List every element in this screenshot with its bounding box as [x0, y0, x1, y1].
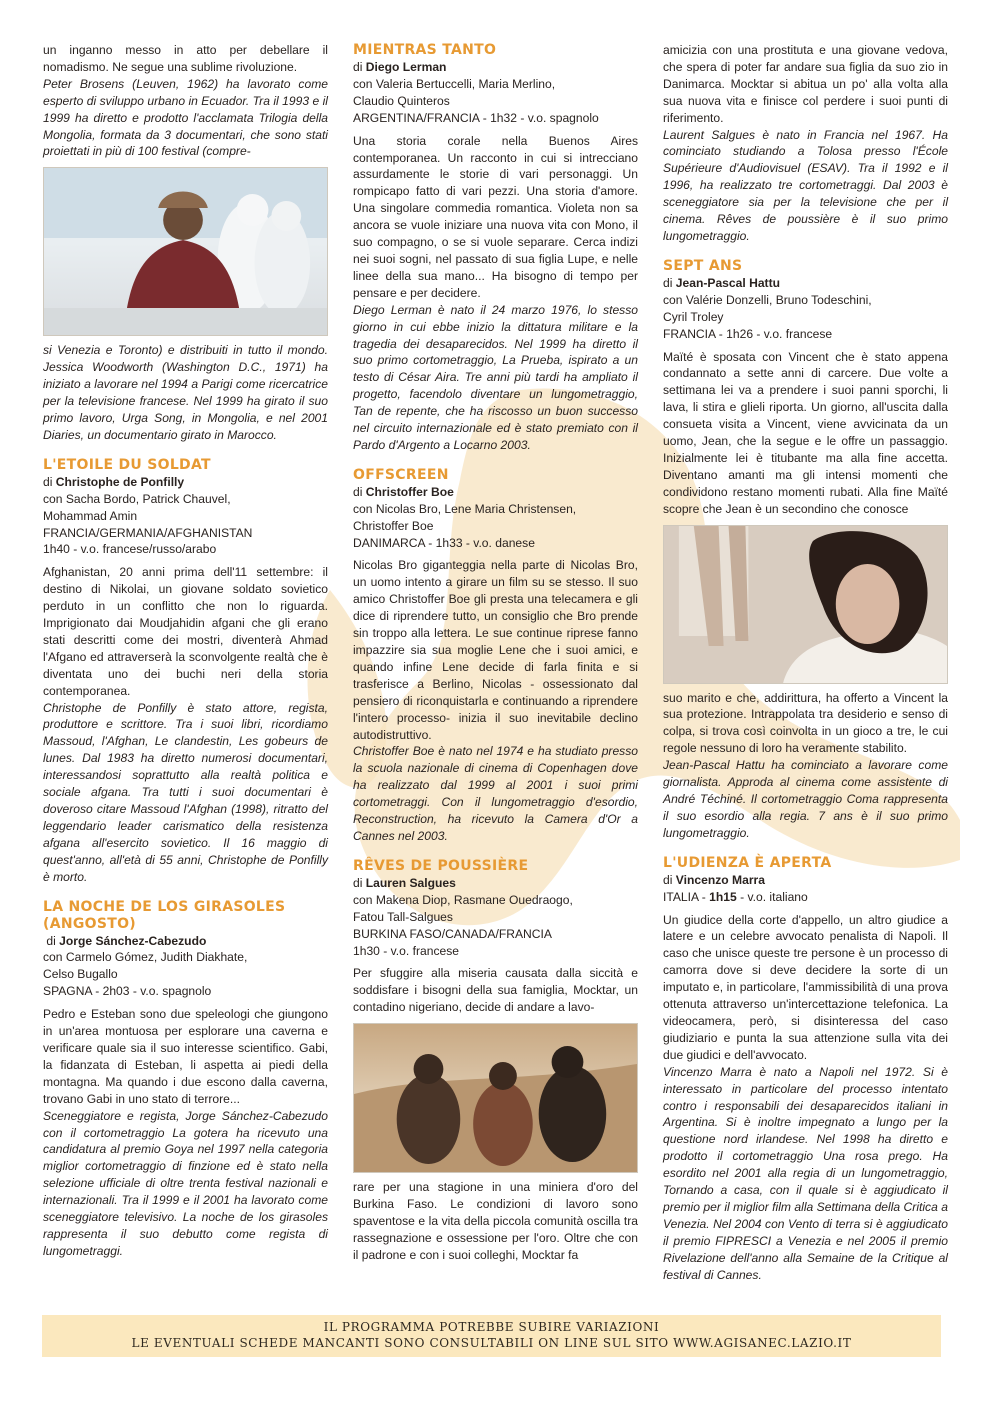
cast-line: Claudio Quinteros [353, 93, 450, 108]
synopsis-text-continued: amicizia con una prostituta e una giovane vedova, che spera di poter far andare sua figlia da suo zio in Danimarca. Mocktar si abitua un po' alla volta alla sua nuova vita e finisce col perdere i suoi punti di riferimento. [663, 43, 948, 125]
director-bio: Laurent Salgues è nato in Francia nel 1967. Ha cominciato studiando a Tolosa presso l'École Supérieure d'Audiovisuel (ESAV). Tra il 1992 e il 1996, ha realizzato tre cortometraggi. Dal 2003 è sceneggiatore sia per la televisione che per il cinema. Rêves de poussière è il suo primo lungometraggio. [663, 127, 948, 243]
synopsis-text: Per sfuggire alla miseria causata dalla siccità e soddisfare i bisogni della sua famiglia, Mocktar, un contadino nigeriano, decide di andare a lavo- [353, 966, 638, 1015]
synopsis-text: Afghanistan, 20 anni prima dell'11 settembre: il destino di Nikolai, un giovane soldato sovietico perduto in un conflitto che non lo riguarda. Imprigionato dai Moudjahidin afgani che gli erano stati descritti come dei mostri, diventerà Ahmad l'Afgano ed attraverserà la sconvolgente realtà che è diventata uno dei buchi neri della storia contemporanea. [43, 565, 328, 698]
film-title: RÊVES DE POUSSIÈRE [353, 857, 529, 874]
country-line: SPAGNA - 2h03 - v.o. spagnolo [43, 984, 212, 999]
country-line: ARGENTINA/FRANCIA - 1h32 - v.o. spagnolo [353, 110, 599, 125]
synopsis-text-continued: suo marito e che, addirittura, ha offerto a Vincent la sua protezione. Intrappolata tra desiderio e senso di colpa, si trova così coinvolta in un gioco a tre, le cui regole nessuno di loro ha veramente stabilito. [663, 690, 948, 756]
country-line: FRANCIA/GERMANIA/AFGHANISTAN [43, 525, 253, 540]
cast-line: Cyril Troley [663, 309, 724, 324]
director-line: di Christoffer Boe [353, 484, 454, 499]
director-line: di Christophe de Ponfilly [43, 474, 185, 489]
director-bio: Diego Lerman è nato il 24 marzo 1976, lo stesso giorno in cui ebbe inizio la dittatura militare e la tragedia dei desaparecidos. Nel 1999 ha diretto il suo primo cortometraggio, La Prueba, ispirato a un testo di César Aira. Tre anni più tardi ha ampliato il progetto, facendolo diventare un lungometraggio, Tan de repente, che ha riscosso un buon successo nel circuito internazionale ed è stato premiato con il Pardo d'Argento a Locarno 2003. [353, 302, 638, 452]
cast-line: con Carmelo Gómez, Judith Diakhate, [43, 950, 248, 965]
director-bio: Jean-Pascal Hattu ha cominciato a lavorare come giornalista. Approda al cinema come assistente di André Téchiné. Il cortometraggio Coma rappresenta il suo esordio alla regia. 7 ans è il suo primo lungometraggio. [663, 758, 948, 840]
column-3 [663, 42, 948, 1283]
synopsis-text: Nicolas Bro giganteggia nella parte di Nicolas Bro, un uomo intento a girare un film su se stesso. Il suo amico Christoffer Boe gli presta una telecamera e gli dice di riprendere tutto, un consiglio che Bro prende sin troppo alla lettera. Le sue continue riprese fanno impazzire sia sua moglie Lene che i suoi amici, e quando infine Lene decide di farla finita e si trasferisce a Berlino, Nicolas - ossessionato dal pensiero di riconquistarla e continuando a riprendere l'intero processo- inizia il suo inevitabile declino autodistruttivo. [353, 558, 638, 742]
film-title: LA NOCHE DE LOS GIRASOLES (ANGOSTO) [43, 898, 286, 932]
film-title: OFFSCREEN [353, 466, 449, 483]
director-line: di Vincenzo Marra [663, 872, 765, 887]
footer-line: IL PROGRAMMA POTREBBE SUBIRE VARIAZIONI [323, 1320, 660, 1334]
cast-line: Mohammad Amin [43, 508, 138, 523]
film-entry-udienza-e-aperta [663, 855, 948, 1284]
photo-illustration [664, 526, 947, 683]
director-bio: Christoffer Boe è nato nel 1974 e ha studiato presso la scuola nazionale di cinema di Copenhagen dove ha realizzato dal 1999 al 2001 i suoi primi cortometraggi. Con il lungometraggio d'esordio, Reconstruction, ha ricevuto la Camera d'Or a Cannes nel 2003. [353, 744, 638, 843]
director-line: di Jean-Pascal Hattu [663, 275, 780, 290]
column-2 [353, 42, 638, 1264]
synopsis-text: Maïté è sposata con Vincent che è stato appena condannato a sette anni di carcere. Due volte a settimana lei va a prendere i suoi panni sporchi, li lava, li stira e glieli riporta. Un giorno, all'uscita dalla consueta visita a Vincent, viene avvicinata da un uomo, Jean, che la segue e le offre un passaggio. Inizialmente lei è titubante ma alla fine accetta. Diventano amanti ma gli intensi momenti che condividono restano momenti rubati. Alla fine Maïté scopre che Jean è un secondino che conosce [663, 349, 948, 516]
photo-illustration [44, 168, 327, 335]
bio-text: Peter Brosens (Leuven, 1962) ha lavorato come esperto di sviluppo urbano in Ecuador. Tra il 1993 e il 1999 ha diretto e prodotto l'acclamata Trilogia della Mongolia, formata da 3 documentari, che sono stati proiettati in più di 100 festival (compre- [43, 76, 328, 159]
film-still-photo-miners [353, 1023, 638, 1173]
country-line: ITALIA - 1h15 - v.o. italiano [663, 889, 808, 904]
country-line: FRANCIA - 1h26 - v.o. francese [663, 326, 833, 341]
footer-line: LE EVENTUALI SCHEDE MANCANTI SONO CONSULTABILI ON LINE SUL SITO WWW.AGISANEC.LAZIO.IT [131, 1336, 852, 1350]
cast-line: Celso Bugallo [43, 967, 118, 982]
country-line: DANIMARCA - 1h33 - v.o. danese [353, 535, 535, 550]
bio-text-continued: si Venezia e Toronto) e distribuiti in tutto il mondo. Jessica Woodworth (Washington D.C., 1971) ha iniziato a lavorare nel 1994 a Parigi come ricercatrice per la televisione francese. Nel 1999 ha girato il suo primo lavoro, Urga Song, in Mongolia, e nel 2001 Diaries, un documentario girato in Marocco. [43, 343, 328, 442]
cast-line: con Nicolas Bro, Lene Maria Christensen, [353, 501, 577, 516]
photo-illustration [354, 1024, 637, 1172]
synopsis-text-continued: rare per una stagione in una miniera d'oro del Burkina Faso. Le condizioni di lavoro sono spaventose e la vita della piccola comunità oscilla tra rassegnazione e ossessione per l'oro. Oltre che con il padrone e con i suoi colleghi, Mocktar fa [353, 1180, 638, 1262]
cast-line: con Sacha Bordo, Patrick Chauvel, [43, 491, 231, 506]
director-bio: Vincenzo Marra è nato a Napoli nel 1972. Si è interessato in particolare del processo intentato contro i responsabili dei desaparecidos italiani in Argentina. Si è inoltre impegnato a lungo per la questione nord irlandese. Nel 1998 ha diretto e prodotto il cortometraggio Una rosa prego. Ha esordito nel 2001 alla regia di un lungometraggio, Tornando a casa, con il quale si è aggiudicato il premio per il miglior film alla Settimana della Critica a Venezia. Nel 2004 con Vento di terra si è aggiudicato il premio FIPRESCI a Venezia e nel 2005 il premio Rivelazione dell'anno alla Semaine de la Critique al festival di Cannes. [663, 1064, 948, 1282]
cast-line: Fatou Tall-Salgues [353, 909, 453, 924]
intro-text: un inganno messo in atto per debellare il nomadismo. Ne segue una sublime rivoluzione. [43, 43, 328, 74]
film-entry-etoile-du-soldat [43, 457, 328, 886]
cast-line: Christoffer Boe [353, 518, 434, 533]
film-entry-offscreen [353, 467, 638, 845]
synopsis-text: Un giudice della corte d'appello, un altro giudice a latere e un celebre avvocato penalista di Napoli. Il caso che unisce queste tre persone è un processo di camorra dove si deve decidere la sorte di un imputato e, in particolare, l'ammissibilità di una prova ottenuta attraverso un'intercettazione telefonica. La videocamera, però, si disinteressa del caso giudiziario e punta la sua attenzione sulla vita dei due giudici e dell'avvocato. [663, 912, 948, 1062]
country-line: BURKINA FASO/CANADA/FRANCIA [353, 926, 552, 941]
cast-line: con Makena Diop, Rasmane Ouedraogo, [353, 892, 573, 907]
film-still-photo-mongolia [43, 167, 328, 336]
film-title: SEPT ANS [663, 257, 743, 274]
director-bio: Sceneggiatore e regista, Jorge Sánchez-Cabezudo con il cortometraggio La gotera ha ricevuto una candidatura al premio Goya nel 1997 nella categoria miglior cortometraggio di finzione ed è stato nella selezione ufficiale di oltre trenta festival nazionali e internazionali. Tra il 1999 e il 2001 ha lavorato come sceneggiatore televisivo. La noche de los girasoles rappresenta il suo debutto come regista di lungometraggi. [43, 1108, 328, 1258]
cast-line: con Valeria Bertuccelli, Maria Merlino, [353, 76, 556, 91]
film-title: L'UDIENZA È APERTA [663, 854, 832, 871]
film-title: MIENTRAS TANTO [353, 42, 497, 58]
film-still-photo-woman [663, 525, 948, 684]
footer-notice [42, 1315, 941, 1357]
synopsis-text: Una storia corale nella Buenos Aires contemporanea. Un racconto in cui si intrecciano assurdamente le storie di vari personaggi. Un rompicapo fatto di vari pezzi. Una storia d'amore. Una singolare commedia romantica. Violeta non sa ancora se vuole iniziare una nuova vita con Mono, il suo compagno, o se si vuole separare. Cerca indizi nei suoi sogni, nel passato di sua figlia Lupe, e nelle linee della sua mano... Ha bisogno di tempo per pensare e per decidere. [353, 133, 638, 300]
film-entry-mientras-tanto [353, 42, 638, 454]
director-line: di Jorge Sánchez-Cabezudo [46, 933, 207, 948]
film-title: L'ETOILE DU SOLDAT [43, 456, 211, 473]
director-bio: Christophe de Ponfilly è stato attore, regista, produttore e scrittore. Tra i suoi libri, ricordiamo Massoud, l'Afghan, Le clandestin, Les gobeurs de lunes. Dal 1983 ha diretto numerosi documentari, interessandosi soprattutto alla realtà politica e sociale afgana. Tra tutti i suoi documentari è doveroso citare Massoud l'Afghan (1998), ritratto del leggendario leader carismatico della resistenza afgana all'esercito sovietico. Il 16 maggio di quest'anno, all'età di 55 anni, Christophe de Ponfilly è morto. [43, 700, 328, 884]
film-entry-noche-de-los-girasoles [43, 899, 328, 1260]
duration-line: 1h40 - v.o. francese/russo/arabo [43, 542, 217, 557]
director-line: di Diego Lerman [353, 60, 447, 74]
column-1 [43, 42, 328, 1260]
duration-line: 1h30 - v.o. francese [353, 943, 459, 958]
film-entry-reves-de-poussiere [353, 858, 638, 1264]
director-line: di Lauren Salgues [353, 875, 456, 890]
synopsis-text: Pedro e Esteban sono due speleologi che giungono in un'area montuosa per esplorare una caverna e verificare quale sia il suo interesse scientifico. Gabi, la fidanzata di Esteban, li aspetta ai piedi della montagna. Ma quando i due escono dalla caverna, trovano Gabi in uno stato di terrore... [43, 1007, 328, 1106]
film-entry-sept-ans [663, 258, 948, 842]
cast-line: con Valérie Donzelli, Bruno Todeschini, [663, 292, 872, 307]
